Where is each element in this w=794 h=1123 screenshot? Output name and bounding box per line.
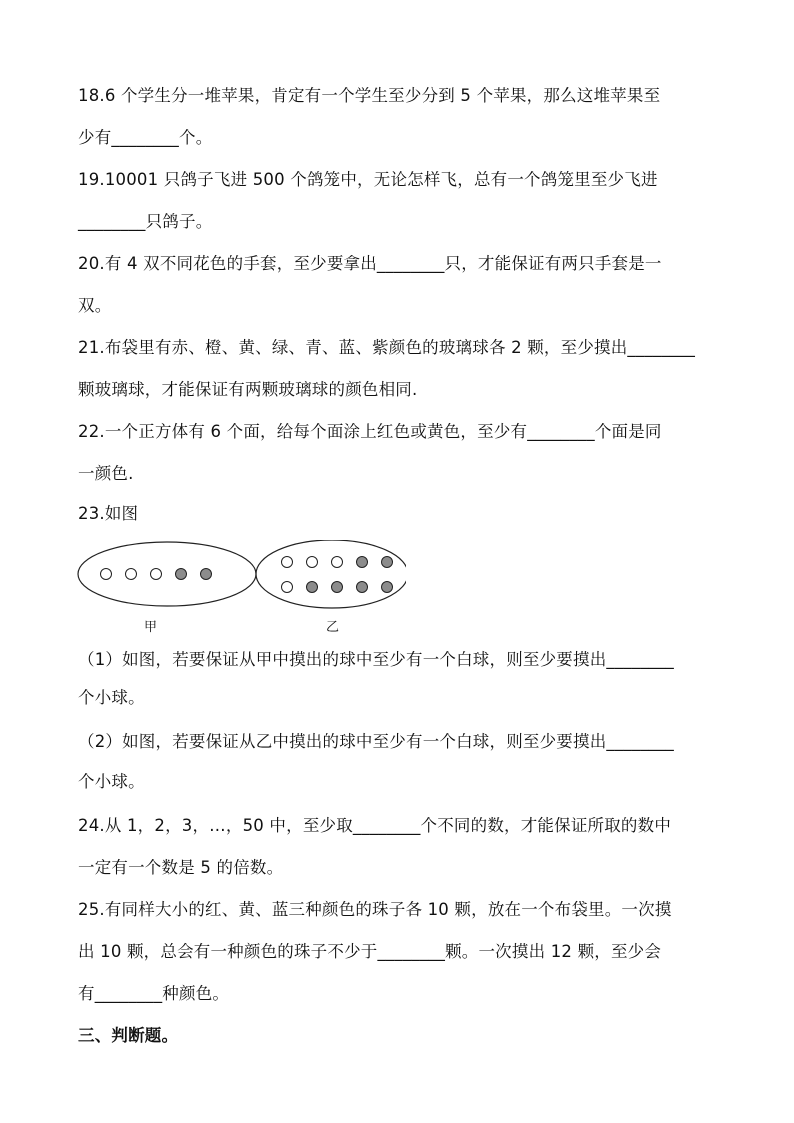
question-23-part1-line-1: （1）如图，若要保证从甲中摸出的球中至少有一个白球，则至少要摸出________	[78, 650, 674, 669]
question-24-line-2: 一定有一个数是 5 的倍数。	[78, 858, 284, 877]
white-ball	[307, 557, 318, 568]
white-ball	[126, 569, 137, 580]
ball-figure	[76, 540, 406, 640]
question-25-line-1: 25.有同样大小的红、黄、蓝三种颜色的珠子各 10 颗，放在一个布袋里。一次摸	[78, 900, 672, 919]
shaded-ball	[382, 582, 393, 593]
white-ball	[101, 569, 112, 580]
question-18-line-2: 少有________个。	[78, 128, 213, 147]
section-heading-judgement: 三、判断题。	[78, 1026, 179, 1045]
question-20-line-1: 20.有 4 双不同花色的手套，至少要拿出________只，才能保证有两只手套是一	[78, 254, 662, 273]
shaded-ball	[176, 569, 187, 580]
shaded-ball	[357, 582, 368, 593]
question-22-line-2: 一颜色.	[78, 464, 134, 483]
question-20-line-2: 双。	[78, 296, 112, 315]
shaded-ball	[357, 557, 368, 568]
question-22-line-1: 22.一个正方体有 6 个面，给每个面涂上红色或黄色，至少有________个面是同	[78, 422, 662, 441]
question-19-line-1: 19.10001 只鸽子飞进 500 个鸽笼中，无论怎样飞，总有一个鸽笼里至少飞进	[78, 170, 658, 189]
question-18-line-1: 18.6 个学生分一堆苹果，肯定有一个学生至少分到 5 个苹果，那么这堆苹果至	[78, 86, 661, 105]
question-23-title: 23.如图	[78, 504, 139, 523]
yi-balls	[282, 557, 393, 593]
white-ball	[151, 569, 162, 580]
shaded-ball	[382, 557, 393, 568]
shaded-ball	[201, 569, 212, 580]
yi-ellipse	[256, 540, 406, 608]
question-23-part1-line-2: 个小球。	[78, 688, 145, 707]
yi-label: 乙	[326, 620, 340, 635]
question-24-line-1: 24.从 1，2，3，…，50 中，至少取________个不同的数，才能保证所取的数中	[78, 816, 672, 835]
question-23-part2-line-2: 个小球。	[78, 772, 145, 791]
jia-label: 甲	[144, 620, 158, 635]
jia-balls	[101, 569, 212, 580]
question-25-line-3: 有________种颜色。	[78, 984, 230, 1003]
question-25-line-2: 出 10 颗，总会有一种颜色的珠子不少于________颗。一次摸出 12 颗，至少会	[78, 942, 662, 961]
question-23-part2-line-1: （2）如图，若要保证从乙中摸出的球中至少有一个白球，则至少要摸出________	[78, 732, 674, 751]
white-ball	[282, 582, 293, 593]
question-21-line-1: 21.布袋里有赤、橙、黄、绿、青、蓝、紫颜色的玻璃球各 2 颗，至少摸出________	[78, 338, 696, 357]
shaded-ball	[332, 582, 343, 593]
ellipses-diagram	[76, 540, 406, 640]
white-ball	[332, 557, 343, 568]
question-21-line-2: 颗玻璃球，才能保证有两颗玻璃球的颜色相同.	[78, 380, 418, 399]
question-19-line-2: ________只鸽子。	[78, 212, 213, 231]
white-ball	[282, 557, 293, 568]
shaded-ball	[307, 582, 318, 593]
